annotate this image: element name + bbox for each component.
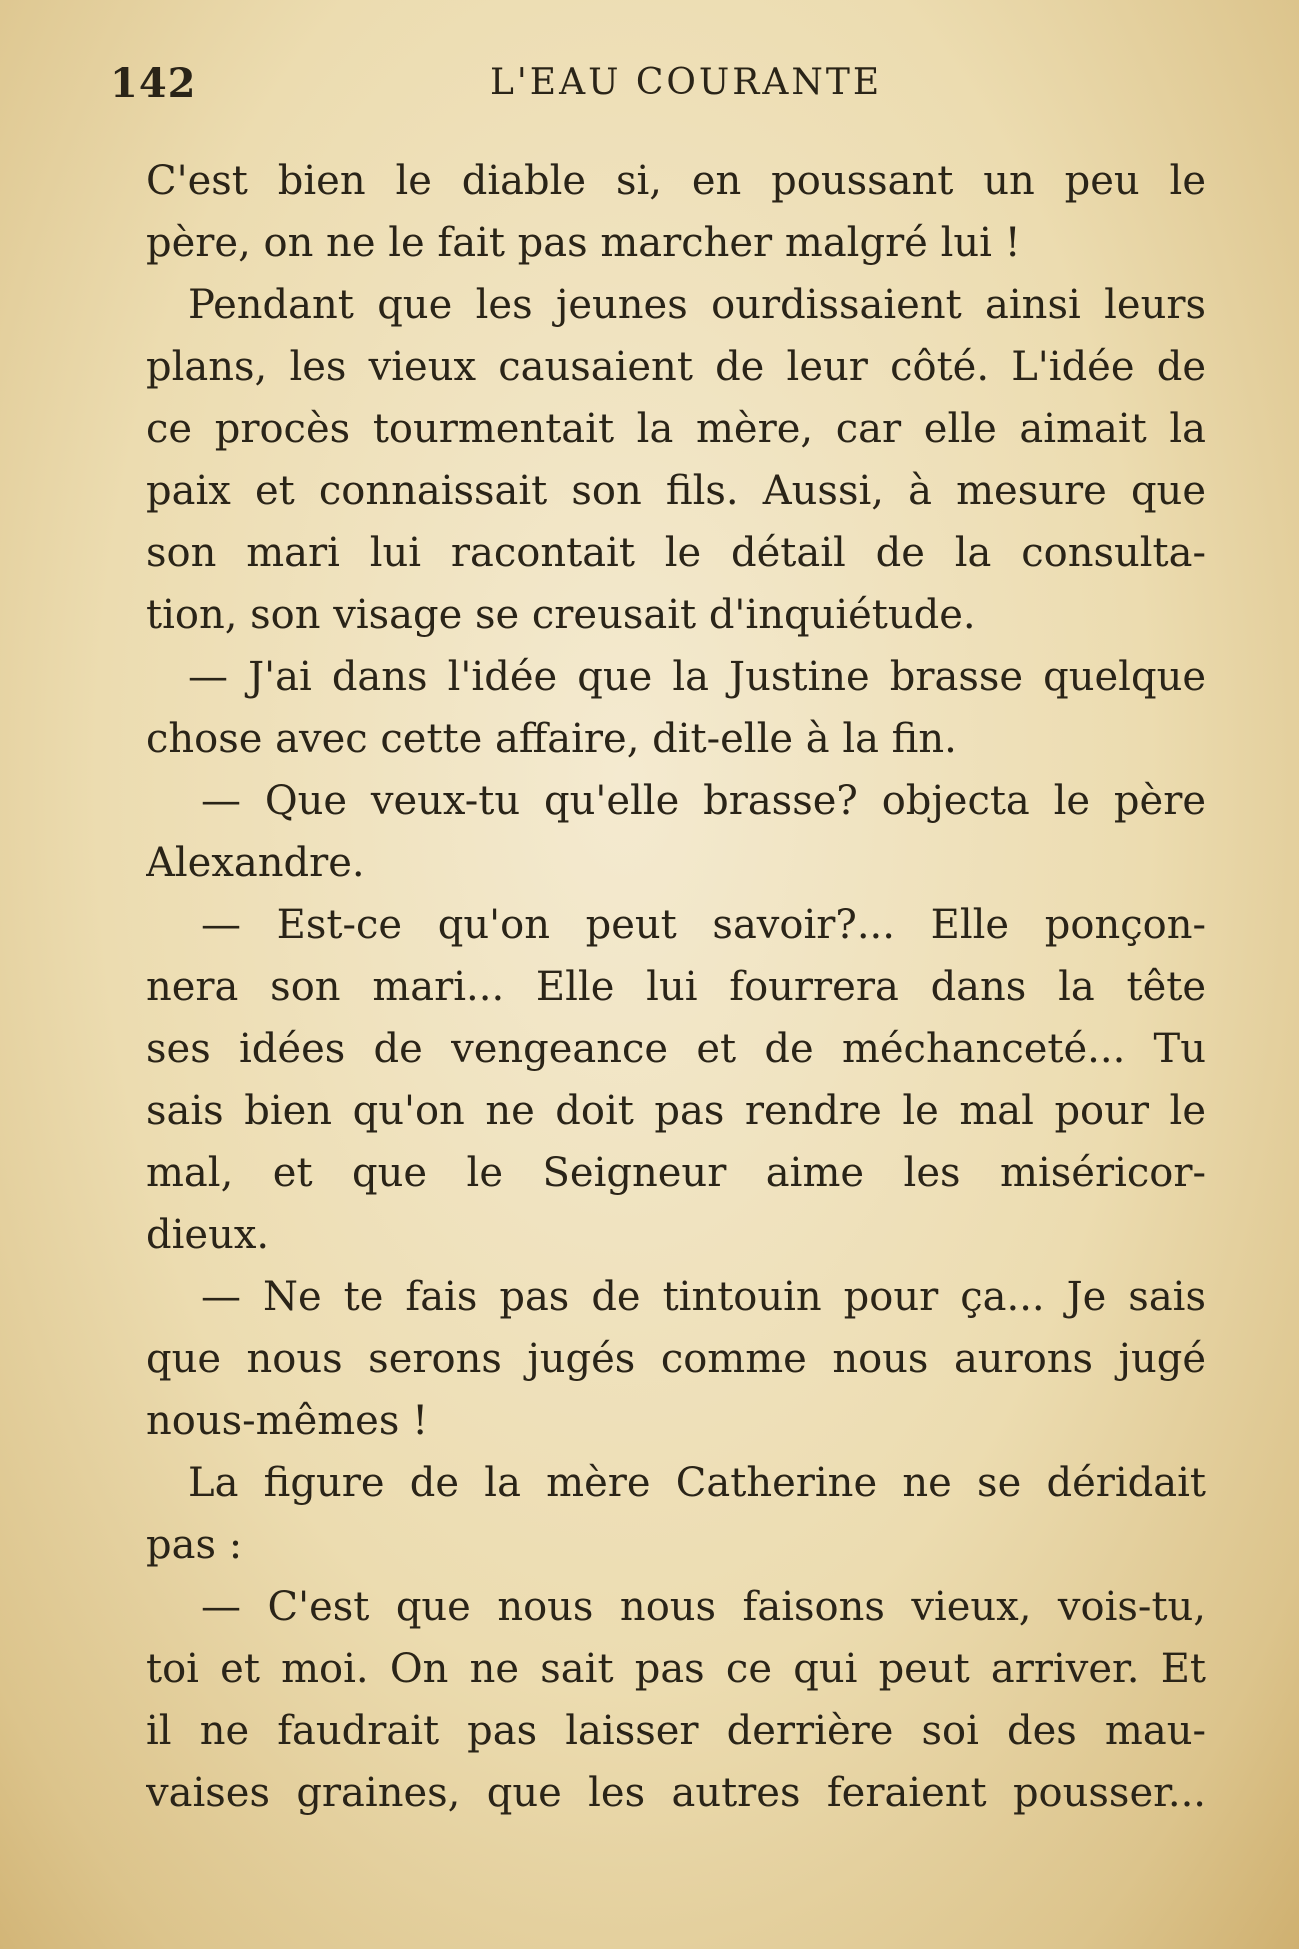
text-line: Pendant que les jeunes ourdissaient ainsi leurs [188,282,1206,328]
page-header [110,60,1210,110]
text-line: paix et connaissait son fils. Aussi, à mesure que [146,468,1206,514]
text-line: ses idées de vengeance et de méchanceté... Tu [146,1026,1206,1072]
text-line: — Que veux-tu qu'elle brasse? objecta le père [201,778,1206,824]
text-line: que nous serons jugés comme nous aurons jugé [146,1336,1206,1382]
text-line: il ne faudrait pas laisser derrière soi des mau- [146,1708,1206,1754]
text-line: — Est-ce qu'on peut savoir?... Elle ponçon- [201,902,1206,948]
body-text [146,150,1206,1824]
text-line: nera son mari... Elle lui fourrera dans la tête [146,964,1206,1010]
text-line: sais bien qu'on ne doit pas rendre le mal pour le [146,1088,1206,1134]
text-line: — J'ai dans l'idée que la Justine brasse quelque [188,654,1206,700]
text-line: Alexandre. [146,840,365,886]
text-line: C'est bien le diable si, en poussant un peu le [146,158,1206,204]
page-number: 142 [110,60,197,107]
text-line: père, on ne le fait pas marcher malgré lui ! [146,220,1021,266]
text-line: tion, son visage se creusait d'inquiétude. [146,592,976,638]
text-line: ce procès tourmentait la mère, car elle aimait la [146,406,1206,452]
text-line: vaises graines, que les autres feraient pousser... [146,1770,1206,1816]
text-line: La figure de la mère Catherine ne se déridait [188,1460,1206,1506]
text-line: plans, les vieux causaient de leur côté. L'idée de [146,344,1206,390]
text-line: toi et moi. On ne sait pas ce qui peut arriver. Et [146,1646,1206,1692]
text-line: — Ne te fais pas de tintouin pour ça... Je sais [201,1274,1206,1320]
text-line: mal, et que le Seigneur aime les miséricor- [146,1150,1206,1196]
running-title: L'EAU COURANTE [490,62,883,103]
text-line: nous-mêmes ! [146,1398,429,1444]
text-line: son mari lui racontait le détail de la consulta- [146,530,1206,576]
text-line: dieux. [146,1212,270,1258]
text-line: chose avec cette affaire, dit-elle à la fin. [146,716,957,762]
text-line: pas : [146,1522,243,1568]
text-line: — C'est que nous nous faisons vieux, vois-tu, [201,1584,1206,1630]
